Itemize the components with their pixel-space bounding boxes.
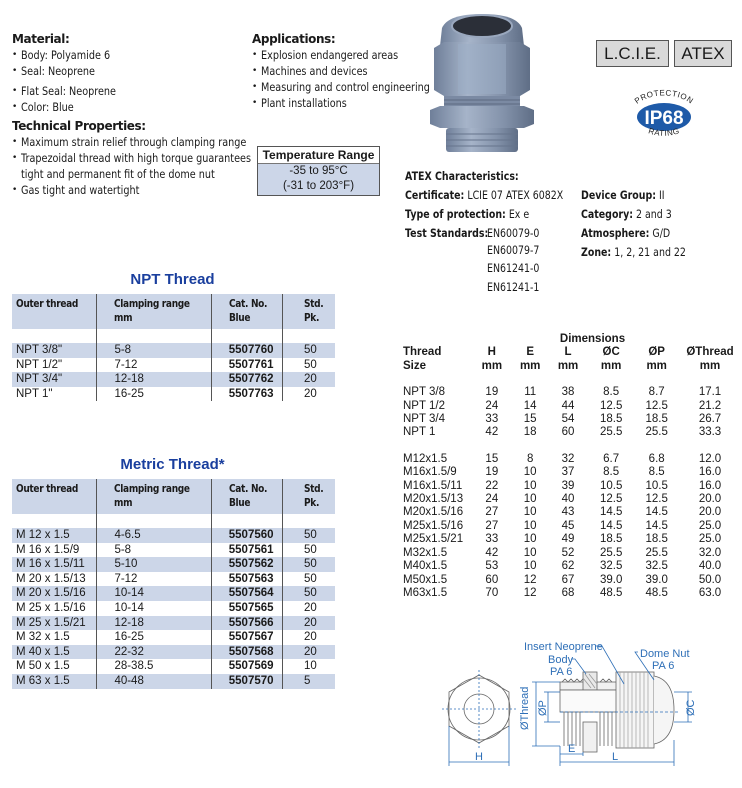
table-row (12, 616, 335, 631)
dimension-cell: 6.8 (648, 452, 665, 465)
dimension-cell: 12 (523, 573, 537, 586)
dims-row (403, 560, 742, 573)
dimension-cell: 45 (561, 519, 575, 532)
technical-item-cont: tight and permanent fit of the dome nut (21, 167, 215, 181)
outer-thread-cell: NPT 3/4" (12, 372, 97, 387)
table-row (12, 372, 335, 387)
thread-size-cell: M20x1.5/13 (403, 493, 464, 506)
atex-characteristics (405, 167, 735, 296)
col-op: ØP (648, 346, 665, 359)
atex-heading: ATEX Characteristics: (405, 169, 519, 183)
certificate-value: LCIE 07 ATEX 6082X (467, 188, 564, 202)
table-header-row (12, 479, 335, 514)
applications-heading: Applications: (252, 32, 336, 46)
application-item: • Plant installations (252, 95, 462, 111)
technical-item: • Maximum strain relief through clamping range (12, 134, 295, 150)
dimension-cell: 25.0 (698, 533, 722, 546)
technical-list (12, 134, 295, 198)
cat-no-cell: 5507569 (211, 659, 282, 674)
technical-item: • Trapezoidal thread with high torque guarantees (12, 150, 295, 166)
dimension-cell: 24 (485, 493, 499, 506)
std-pk-cell: 50 (282, 557, 335, 572)
outer-thread-cell: M 16 x 1.5/9 (16, 543, 80, 556)
temperature-range-title: Temperature Range (258, 147, 379, 164)
cat-no-cell: 5507760 (211, 343, 282, 358)
dimension-cell: 14.5 (645, 506, 668, 519)
application-item: • Explosion endangered areas (252, 47, 462, 63)
dimension-cell: 12.5 (645, 399, 668, 412)
dims-row (403, 426, 742, 439)
dimension-cell: 40 (561, 493, 575, 506)
temperature-celsius: -35 to 95°C (289, 165, 348, 177)
dimension-cell: 33 (485, 413, 499, 426)
unit-label: mm (519, 359, 541, 372)
spacer-row (403, 440, 742, 453)
thread-size-cell: NPT 1/2 (403, 399, 445, 412)
device-group-label: Device Group: (581, 188, 656, 202)
dims-unit-row (403, 360, 742, 373)
dimension-cell: 15 (523, 413, 537, 426)
outer-thread-cell: M 32 x 1.5 (16, 631, 70, 644)
col-clamping-range: Clamping range mm (97, 294, 211, 329)
col-outer-thread: Outer thread (12, 479, 97, 514)
spacer-row (12, 329, 335, 343)
std-pk-cell: 50 (282, 586, 335, 601)
clamping-range-cell: 16-25 (97, 387, 211, 402)
body-label: Body (548, 654, 574, 666)
outer-thread-cell: M 12 x 1.5 (12, 528, 97, 543)
outer-thread-cell: NPT 1" (16, 387, 53, 400)
thread-size-cell: M25x1.5/21 (403, 533, 464, 546)
dims-row (403, 533, 742, 546)
thread-size-cell: NPT 1 (403, 426, 436, 439)
dim-h-label: H (475, 751, 483, 763)
dimension-cell: 62 (561, 560, 575, 573)
dimension-cell: 18.5 (599, 413, 623, 426)
protection-type-label: Type of protection: (405, 207, 506, 221)
dimension-cell: 37 (561, 466, 575, 479)
dimension-cell: 10 (523, 479, 537, 492)
thread-size-cell: NPT 3/8 (403, 386, 445, 399)
dimension-cell: 48.5 (645, 586, 668, 599)
dimension-cell: 14.5 (645, 519, 668, 532)
table-row (12, 543, 335, 558)
table-row (12, 659, 335, 674)
dims-row (403, 453, 742, 466)
dims-row (403, 547, 742, 560)
col-std-pk: Std. Pk. (282, 479, 335, 514)
std-pk-cell: 50 (282, 572, 335, 587)
dimension-cell: 52 (561, 546, 575, 559)
dimension-cell: 38 (561, 386, 575, 399)
dimension-cell: 60 (561, 426, 575, 439)
table-row (12, 528, 335, 543)
dimension-cell: 12.5 (599, 493, 623, 506)
dimension-cell: 15 (485, 452, 499, 465)
thread-size-cell: M16x1.5/11 (403, 479, 463, 492)
table-row (12, 630, 335, 645)
dims-row (403, 493, 742, 506)
dim-p-label: ØP (537, 700, 549, 716)
thread-size-cell: M32x1.5 (403, 546, 448, 559)
atmosphere-value: G/D (652, 226, 671, 240)
dim-e-label: E (568, 743, 576, 755)
dimension-cell: 32.5 (645, 560, 668, 573)
material-item: • Seal: Neoprene (12, 63, 295, 79)
cat-no-cell: 5507562 (211, 557, 282, 572)
dimension-cell: 20.0 (698, 506, 722, 519)
col-std-pk: Std. Pk. (282, 294, 335, 329)
dimension-cell: 27 (485, 519, 499, 532)
dimension-cell: 25.5 (645, 546, 668, 559)
dimension-cell: 26.7 (698, 413, 722, 426)
dimension-cell: 10 (523, 506, 537, 519)
metric-thread-table (12, 479, 335, 689)
dimension-cell: 67 (561, 573, 575, 586)
dimension-cell: 10 (523, 519, 537, 532)
technical-drawing (430, 630, 742, 788)
outer-thread-cell: M 25 x 1.5/16 (16, 601, 86, 614)
col-e: E (526, 346, 534, 359)
thread-size-cell: M63x1.5 (403, 586, 448, 599)
cat-no-cell: 5507561 (211, 543, 282, 558)
col-oc: ØC (602, 346, 620, 359)
cat-no-cell: 5507568 (211, 645, 282, 660)
cable-gland-photo (428, 6, 536, 156)
lcie-badge: L.C.I.E. (596, 40, 669, 67)
dimension-cell: 42 (485, 426, 499, 439)
dimension-cell: 54 (561, 413, 575, 426)
dimension-cell: 16.0 (698, 466, 722, 479)
dim-thread-label: ØThread (519, 686, 531, 730)
test-standard: EN61241-0 (487, 261, 540, 275)
protection-type-value: Ex e (508, 207, 530, 221)
dimension-cell: 17.1 (698, 386, 722, 399)
dims-row (403, 574, 742, 587)
dimension-cell: 44 (561, 399, 575, 412)
dimension-cell: 49 (561, 533, 575, 546)
dimension-cell: 10 (523, 546, 537, 559)
spacer-row (403, 373, 742, 386)
dimension-cell: 32.0 (698, 546, 722, 559)
clamping-range-cell: 28-38.5 (97, 659, 211, 674)
outer-thread-cell: M 63 x 1.5 (12, 674, 97, 689)
dimension-cell: 24 (485, 399, 499, 412)
std-pk-cell: 5 (282, 674, 335, 689)
dimension-cell: 8.5 (648, 466, 665, 479)
dimension-cell: 68 (561, 586, 575, 599)
dimension-cell: 10 (523, 560, 537, 573)
cat-no-cell: 5507763 (211, 387, 282, 402)
col-l: L (564, 346, 572, 359)
dimension-cell: 40.0 (698, 560, 722, 573)
hex-front-view (442, 670, 518, 748)
dims-header-row (403, 346, 742, 359)
unit-label: mm (600, 359, 622, 372)
dimension-cell: 14.5 (599, 519, 623, 532)
cat-no-cell: 5507563 (211, 572, 282, 587)
clamping-range-cell: 4-6.5 (97, 528, 211, 543)
atex-badge: ATEX (674, 40, 732, 67)
cat-no-cell: 5507567 (211, 630, 282, 645)
std-pk-cell: 10 (282, 659, 335, 674)
dimension-cell: 60 (485, 573, 499, 586)
dims-row (403, 480, 742, 493)
material-item: • Body: Polyamide 6 (12, 47, 295, 63)
dimension-cell: 19 (485, 466, 499, 479)
unit-label: mm (699, 359, 721, 372)
dimension-cell: 12.0 (698, 452, 722, 465)
dimension-cell: 10 (523, 466, 537, 479)
dimensions-title: Dimensions (559, 333, 626, 345)
dim-c-label: ØC (685, 699, 697, 716)
dome-nut-material-label: PA 6 (652, 660, 675, 672)
dimension-cell: 39 (561, 479, 575, 492)
dimension-cell: 21.2 (698, 399, 722, 412)
outer-thread-cell: M 40 x 1.5 (12, 645, 97, 660)
table-row (12, 572, 335, 587)
material-heading: Material: (12, 32, 70, 46)
col-othread: ØThread (686, 346, 734, 359)
application-item: • Machines and devices (252, 63, 462, 79)
cat-no-cell: 5507566 (211, 616, 282, 631)
dimension-cell: 33 (485, 533, 499, 546)
outer-thread-cell: M 50 x 1.5 (16, 660, 70, 673)
clamping-range-cell: 5-8 (97, 543, 211, 558)
std-pk-cell: 20 (282, 630, 335, 645)
dimension-cell: 8.5 (603, 386, 620, 399)
clamping-range-cell: 12-18 (97, 616, 211, 631)
dimension-cell: 14.5 (599, 506, 623, 519)
table-row (12, 358, 335, 373)
std-pk-cell: 50 (282, 543, 335, 558)
thread-size-cell: M25x1.5/16 (403, 519, 464, 532)
category-label: Category: (581, 207, 633, 221)
clamping-range-cell: 7-12 (97, 358, 211, 373)
ip-rating-text: RATING (647, 126, 681, 138)
dimension-cell: 6.7 (603, 452, 620, 465)
dims-row (403, 506, 742, 519)
dome-nut-label: Dome Nut (640, 648, 690, 660)
dimension-cell: 53 (485, 560, 499, 573)
dims-row (403, 386, 742, 399)
clamping-range-cell: 16-25 (97, 630, 211, 645)
clamping-range-cell: 5-8 (97, 343, 211, 358)
clamping-range-cell: 12-18 (97, 372, 211, 387)
dimension-cell: 63.0 (698, 586, 722, 599)
atmosphere-label: Atmosphere: (581, 226, 650, 240)
col-outer-thread: Outer thread (12, 294, 97, 329)
table-row (12, 645, 335, 660)
thread-size-cell: NPT 3/4 (403, 413, 445, 426)
zone-label: Zone: (581, 245, 612, 259)
dims-row (403, 413, 742, 426)
std-pk-cell: 20 (282, 645, 335, 660)
dimension-cell: 43 (561, 506, 575, 519)
col-h: H (487, 346, 496, 359)
dimension-cell: 12.5 (645, 493, 668, 506)
dimension-cell: 18 (523, 426, 537, 439)
thread-size-cell: M50x1.5 (403, 573, 448, 586)
metric-thread-title: Metric Thread* (120, 456, 225, 473)
std-pk-cell: 50 (282, 528, 335, 543)
cat-no-cell: 5507762 (211, 372, 282, 387)
dimension-cell: 11 (524, 386, 537, 399)
dims-row (403, 400, 742, 413)
thread-size-cell: M16x1.5/9 (403, 466, 457, 479)
ip68-text: IP68 (644, 108, 684, 129)
unit-label: mm (481, 359, 503, 372)
ip-protection-text: PROTECTION (632, 88, 696, 106)
outer-thread-cell: M 20 x 1.5/16 (12, 586, 97, 601)
std-pk-cell: 20 (282, 387, 335, 402)
dimension-cell: 39.0 (599, 573, 623, 586)
dimension-cell: 19 (485, 386, 499, 399)
table-row (12, 674, 335, 689)
device-group-value: II (658, 188, 665, 202)
table-row (12, 557, 335, 572)
dim-l-label: L (612, 751, 619, 763)
table-row (12, 601, 335, 616)
col-thread-size: Thread (403, 346, 442, 359)
unit-label: Size (403, 359, 427, 372)
dimension-cell: 18.5 (645, 533, 668, 546)
test-standard: EN60079-0 (487, 226, 540, 240)
technical-heading: Technical Properties: (12, 119, 146, 133)
thread-size-cell: M20x1.5/16 (403, 506, 464, 519)
std-pk-cell: 20 (282, 372, 335, 387)
thread-size-cell: M12x1.5 (403, 452, 448, 465)
npt-thread-table (12, 294, 335, 401)
clamping-range-cell: 40-48 (97, 674, 211, 689)
dimension-cell: 10 (523, 533, 537, 546)
dimension-cell: 27 (485, 506, 499, 519)
cat-no-cell: 5507560 (211, 528, 282, 543)
technical-item: • Gas tight and watertight (12, 182, 295, 198)
dimension-cell: 16.0 (698, 479, 722, 492)
dimension-cell: 25.5 (599, 546, 623, 559)
cat-no-cell: 5507570 (211, 674, 282, 689)
dimension-cell: 10.5 (645, 479, 668, 492)
dimension-cell: 12.5 (599, 399, 623, 412)
body-material-label: PA 6 (550, 666, 573, 678)
material-item: • Color: Blue (12, 99, 295, 115)
std-pk-cell: 20 (282, 601, 335, 616)
table-row (12, 586, 335, 601)
material-item: • Flat Seal: Neoprene (12, 83, 295, 99)
outer-thread-cell: NPT 1/2" (16, 358, 63, 371)
dimension-cell: 8.7 (648, 386, 665, 399)
dimension-cell: 8 (526, 452, 534, 465)
zone-value: 1, 2, 21 and 22 (614, 245, 686, 259)
outer-thread-cell: M 25 x 1.5/21 (12, 616, 97, 631)
table-row (12, 387, 335, 402)
dimension-cell: 18.5 (599, 533, 623, 546)
dims-row (403, 587, 742, 600)
dimension-cell: 10.5 (599, 479, 623, 492)
dimension-cell: 12 (523, 586, 537, 599)
insert-neoprene-label: Insert Neoprene (524, 641, 603, 653)
dimension-cell: 20.0 (698, 493, 722, 506)
application-item: • Measuring and control engineering (252, 79, 462, 95)
unit-label: mm (646, 359, 667, 372)
cat-no-cell: 5507564 (211, 586, 282, 601)
std-pk-cell: 50 (282, 358, 335, 373)
dimension-cell: 25.0 (698, 519, 722, 532)
outer-thread-cell: NPT 3/8" (12, 343, 97, 358)
clamping-range-cell: 10-14 (97, 586, 211, 601)
dimension-cell: 39.0 (645, 573, 668, 586)
dimensions-table (403, 333, 742, 600)
unit-label: mm (557, 359, 579, 372)
clamping-range-cell: 7-12 (97, 572, 211, 587)
cat-no-cell: 5507761 (211, 358, 282, 373)
dimension-cell: 14 (523, 399, 537, 412)
dimension-cell: 42 (485, 546, 499, 559)
dimension-cell: 50.0 (698, 573, 722, 586)
certificate-label: Certificate: (405, 188, 465, 202)
col-clamping-range: Clamping range mm (97, 479, 211, 514)
col-cat-no: Cat. No. Blue (211, 479, 282, 514)
ip68-rating-badge (624, 84, 704, 144)
category-value: 2 and 3 (635, 207, 672, 221)
col-cat-no: Cat. No. Blue (211, 294, 282, 329)
side-view (560, 672, 678, 752)
npt-thread-title: NPT Thread (130, 271, 215, 288)
test-standard: EN60079-7 (487, 243, 540, 257)
table-header-row (12, 294, 335, 329)
std-pk-cell: 50 (282, 343, 335, 358)
temperature-fahrenheit: (-31 to 203°F) (282, 180, 355, 192)
spacer-row (12, 514, 335, 528)
dimension-cell: 32 (561, 452, 575, 465)
dimension-cell: 8.5 (603, 466, 620, 479)
outer-thread-cell: M 20 x 1.5/13 (16, 572, 86, 585)
clamping-range-cell: 10-14 (97, 601, 211, 616)
table-row (12, 343, 335, 358)
dimension-cell: 32.5 (599, 560, 623, 573)
test-standards-label: Test Standards: (405, 226, 489, 240)
test-standard: EN61241-1 (487, 280, 540, 294)
dims-row (403, 466, 742, 479)
dimension-cell: 48.5 (599, 586, 623, 599)
dimension-cell: 18.5 (645, 413, 668, 426)
dimension-cell: 22 (485, 479, 499, 492)
temperature-range-box (257, 146, 380, 196)
dimension-cell: 25.5 (645, 426, 668, 439)
dimension-cell: 70 (485, 586, 499, 599)
outer-thread-cell: M 16 x 1.5/11 (12, 557, 97, 572)
clamping-range-cell: 5-10 (97, 557, 211, 572)
dimension-cell: 25.5 (599, 426, 623, 439)
dims-row (403, 520, 742, 533)
dimension-cell: 33.3 (698, 426, 722, 439)
clamping-range-cell: 22-32 (97, 645, 211, 660)
thread-size-cell: M40x1.5 (403, 560, 448, 573)
dimension-cell: 10 (523, 493, 537, 506)
cat-no-cell: 5507565 (211, 601, 282, 616)
std-pk-cell: 20 (282, 616, 335, 631)
